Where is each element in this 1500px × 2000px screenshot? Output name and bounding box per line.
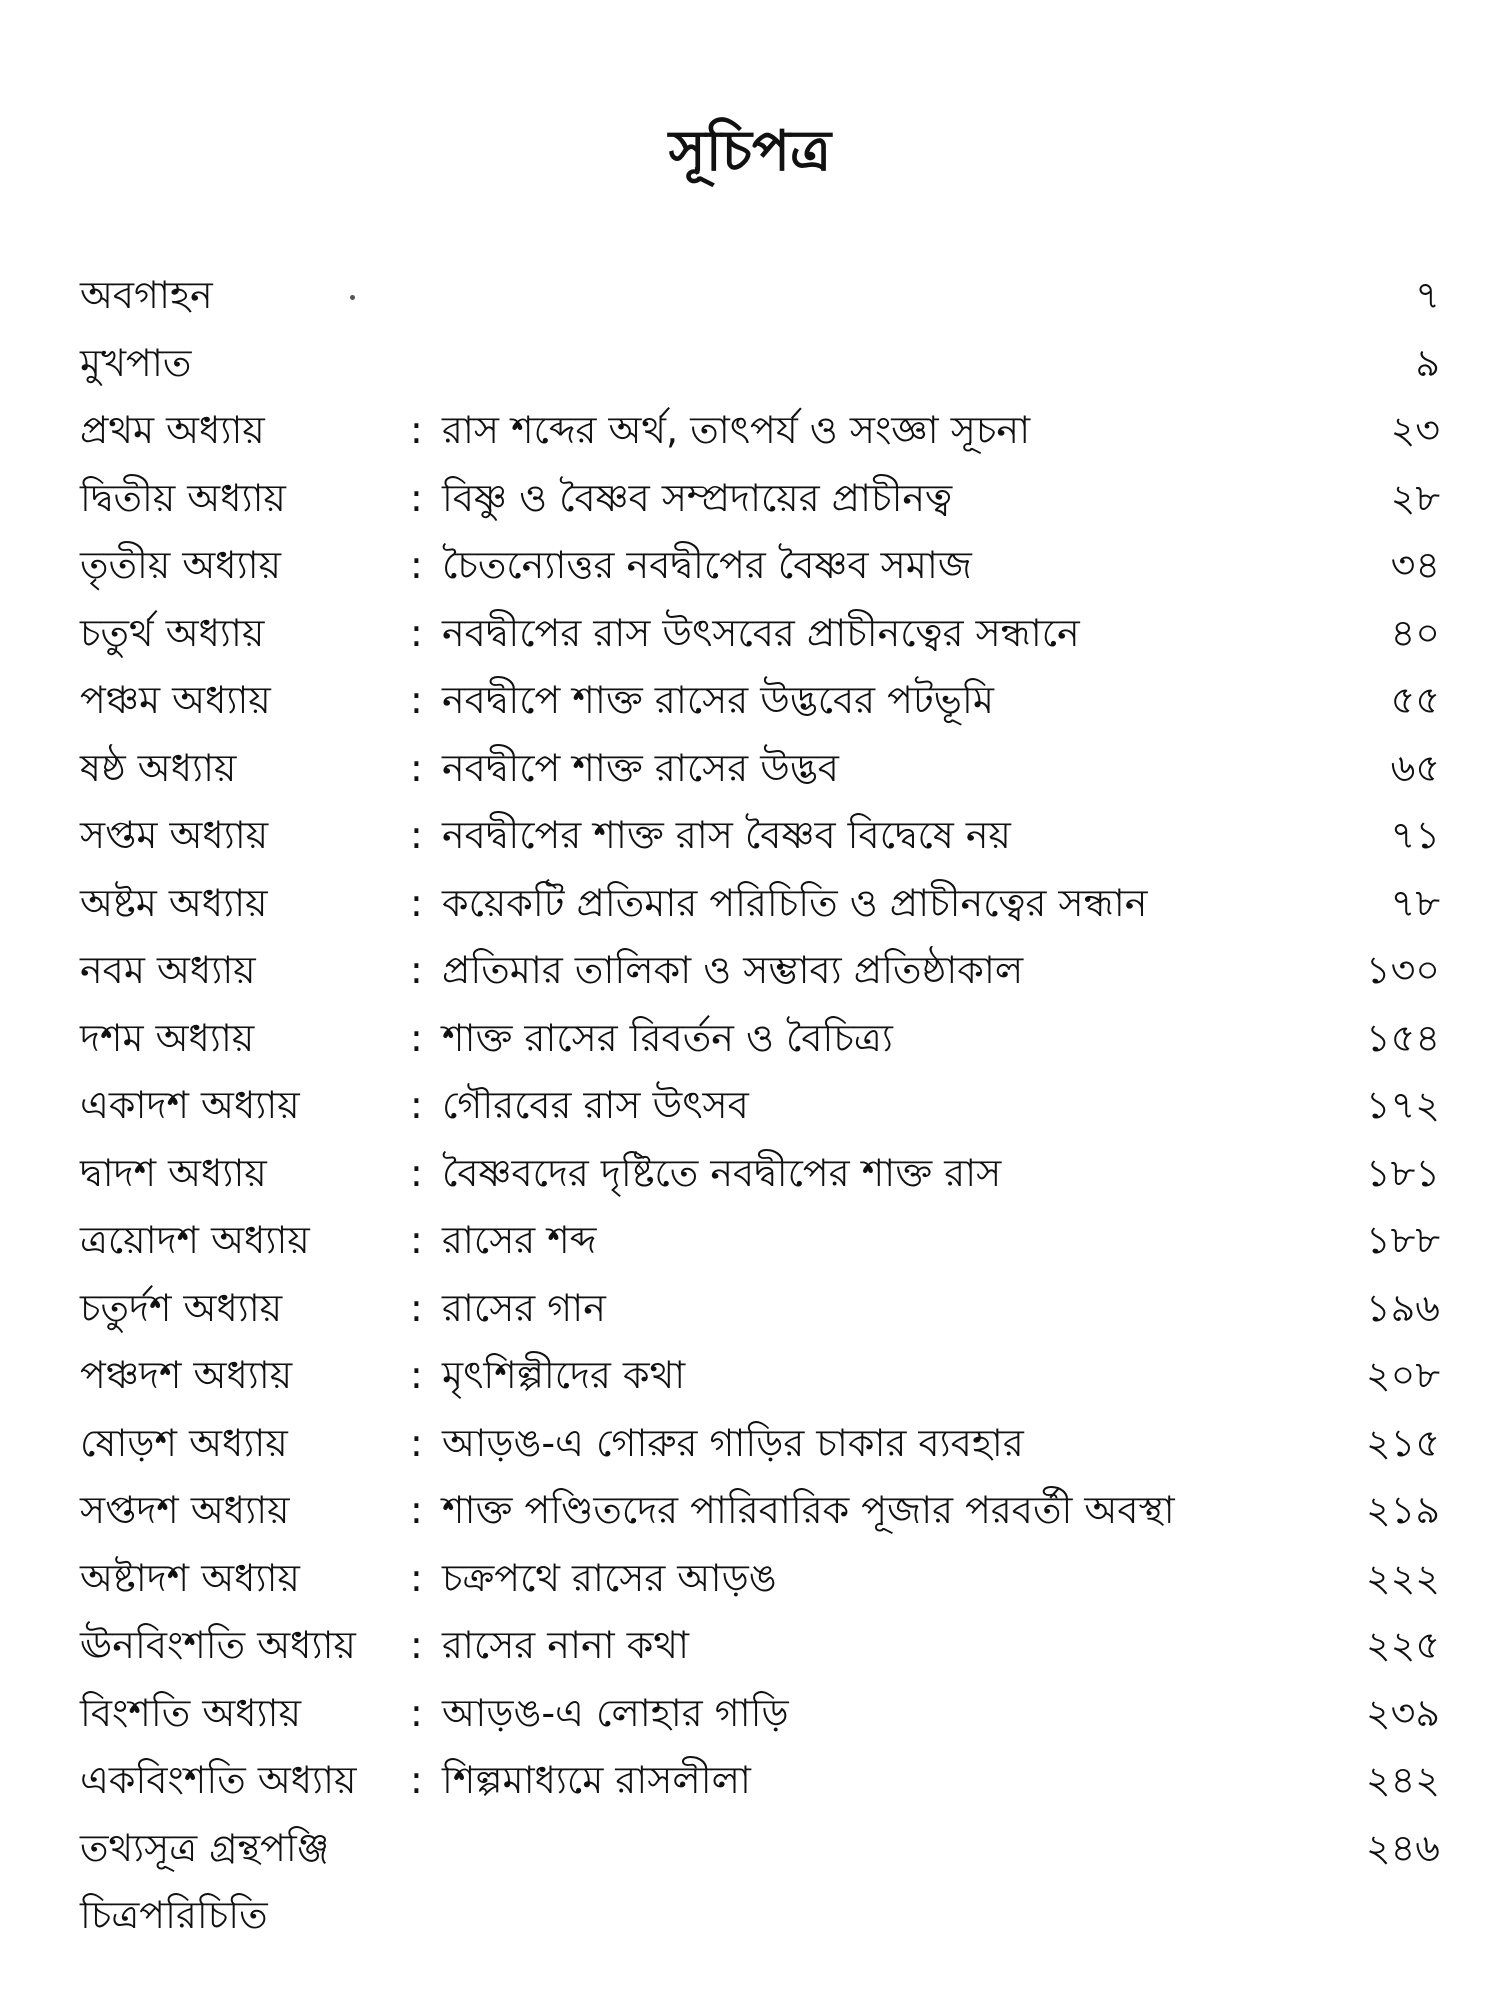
toc-entry [80, 1140, 1440, 1208]
chapter-title: কয়েকটি প্রতিমার পরিচিতি ও প্রাচীনত্বের সন্ধান [442, 880, 1148, 925]
page-number: ২৪২ [1365, 1758, 1440, 1802]
chapter-label: চতুর্দশ অধ্যায় [80, 1285, 283, 1330]
page-number: ৭৮ [1390, 880, 1440, 925]
chapter-label: অষ্টাদশ অধ্যায় [80, 1555, 300, 1600]
toc-entry [80, 1005, 1440, 1073]
separator-colon: : [410, 1083, 423, 1127]
chapter-title: শাক্ত রাসের রিবর্তন ও বৈচিত্র্য [442, 1015, 893, 1060]
page-number: ৯ [1415, 340, 1440, 385]
toc-entry [80, 937, 1440, 1005]
page-number: ২৩৯ [1365, 1690, 1440, 1735]
table-of-contents [80, 262, 1440, 1950]
separator-colon: : [410, 948, 423, 992]
toc-entry [80, 1747, 1440, 1815]
toc-entry [80, 1477, 1440, 1545]
page-number: ২৩ [1390, 408, 1440, 452]
toc-entry [80, 870, 1440, 938]
chapter-title: রাসের গান [442, 1285, 606, 1330]
toc-entry [80, 1207, 1440, 1275]
page-number: ২২৫ [1365, 1623, 1440, 1667]
chapter-title: নবদ্বীপের শাক্ত রাস বৈষ্ণব বিদ্বেষে নয় [442, 813, 1011, 857]
separator-colon: : [410, 1150, 423, 1195]
page-number: ১৩০ [1365, 948, 1440, 992]
chapter-title: রাসের শব্দ [442, 1218, 597, 1262]
page-number: ১৯৬ [1365, 1285, 1440, 1330]
chapter-title: নবদ্বীপে শাক্ত রাসের উদ্ভব [442, 745, 839, 790]
page-number: ৫৫ [1390, 678, 1440, 722]
page-number: ১৮১ [1366, 1150, 1440, 1195]
separator-colon: : [410, 1218, 423, 1262]
toc-entry [80, 1815, 1440, 1883]
toc-entry [80, 1612, 1440, 1680]
separator-colon: : [410, 1353, 423, 1397]
page-number: ২৮ [1390, 475, 1440, 520]
separator-colon: : [410, 745, 423, 790]
toc-entry [80, 1680, 1440, 1748]
chapter-label: একাদশ অধ্যায় [80, 1083, 300, 1127]
chapter-label: ষোড়শ অধ্যায় [80, 1420, 288, 1465]
chapter-title: রাস শব্দের অর্থ, তাৎপর্য ও সংজ্ঞা সূচনা [442, 408, 1031, 452]
toc-entry [80, 397, 1440, 465]
chapter-label: দ্বিতীয় অধ্যায় [80, 475, 286, 520]
separator-colon: : [410, 610, 423, 655]
chapter-label: বিংশতি অধ্যায় [80, 1690, 301, 1735]
toc-entry [80, 1342, 1440, 1410]
page-number: ১৫৪ [1366, 1015, 1440, 1060]
chapter-title: বিষ্ণু ও বৈষ্ণব সম্প্রদায়ের প্রাচীনত্ব [442, 475, 953, 520]
separator-colon: : [410, 408, 423, 452]
toc-entry [80, 532, 1440, 600]
chapter-label: তৃতীয় অধ্যায় [80, 543, 281, 587]
separator-colon: : [410, 678, 423, 722]
separator-colon: : [410, 1690, 423, 1735]
separator-colon: : [410, 880, 423, 925]
chapter-label: তথ্যসূত্র গ্রন্থপঞ্জি [80, 1825, 330, 1870]
toc-entry [80, 1545, 1440, 1613]
chapter-label: পঞ্চদশ অধ্যায় [80, 1353, 293, 1397]
page-number: ৬৫ [1390, 745, 1440, 790]
chapter-label: দ্বাদশ অধ্যায় [80, 1150, 267, 1195]
page-number: ২৪৬ [1365, 1825, 1440, 1870]
toc-entry [80, 330, 1440, 398]
toc-entry [80, 667, 1440, 735]
chapter-title: গৌরবের রাস উৎসব [442, 1083, 749, 1127]
toc-entry [80, 465, 1440, 533]
stray-dot-mark [350, 295, 355, 300]
chapter-title: বৈষ্ণবদের দৃষ্টিতে নবদ্বীপের শাক্ত রাস [442, 1150, 1002, 1195]
toc-entry [80, 1882, 1440, 1950]
page-number: ২১৫ [1365, 1420, 1440, 1465]
page-number: ৪০ [1390, 610, 1440, 655]
toc-entry [80, 1072, 1440, 1140]
chapter-label: চতুর্থ অধ্যায় [80, 610, 265, 655]
chapter-label: সপ্তম অধ্যায় [80, 813, 269, 857]
chapter-label: মুখপাত [80, 340, 192, 385]
chapter-label: সপ্তদশ অধ্যায় [80, 1488, 290, 1532]
chapter-label: অবগাহন [80, 273, 213, 317]
chapter-label: ত্রয়োদশ অধ্যায় [80, 1218, 310, 1262]
toc-entry [80, 600, 1440, 668]
chapter-label: একবিংশতি অধ্যায় [80, 1758, 357, 1802]
chapter-label: অষ্টম অধ্যায় [80, 880, 268, 925]
toc-entry [80, 802, 1440, 870]
chapter-title: চৈতন্যোত্তর নবদ্বীপের বৈষ্ণব সমাজ [442, 543, 972, 587]
page-number: ৩৪ [1390, 543, 1440, 587]
chapter-title: চক্রপথে রাসের আড়ঙ [442, 1555, 777, 1600]
separator-colon: : [410, 1285, 423, 1330]
chapter-title: আড়ঙ-এ গোরুর গাড়ির চাকার ব্যবহার [442, 1420, 1024, 1465]
separator-colon: : [410, 543, 423, 587]
separator-colon: : [410, 1555, 423, 1600]
separator-colon: : [410, 813, 423, 857]
page-number: ২১৯ [1365, 1488, 1440, 1532]
chapter-label: ষষ্ঠ অধ্যায় [80, 745, 237, 790]
page-number: ৭ [1415, 273, 1440, 317]
toc-entry [80, 262, 1440, 330]
separator-colon: : [410, 475, 423, 520]
page-number: ১৭২ [1365, 1083, 1440, 1127]
toc-entry [80, 735, 1440, 803]
chapter-title: প্রতিমার তালিকা ও সম্ভাব্য প্রতিষ্ঠাকাল [442, 948, 1024, 992]
chapter-label: নবম অধ্যায় [80, 948, 256, 992]
chapter-title: নবদ্বীপের রাস উৎসবের প্রাচীনত্বের সন্ধানে [442, 610, 1080, 655]
chapter-label: পঞ্চম অধ্যায় [80, 678, 271, 722]
chapter-title: মৃৎশিল্পীদের কথা [442, 1353, 686, 1397]
chapter-label: প্রথম অধ্যায় [80, 408, 265, 452]
page-number: ২২২ [1365, 1555, 1440, 1600]
chapter-title: শিল্পমাধ্যমে রাসলীলা [442, 1758, 751, 1802]
chapter-title: নবদ্বীপে শাক্ত রাসের উদ্ভবের পটভূমি [442, 678, 994, 722]
separator-colon: : [410, 1015, 423, 1060]
separator-colon: : [410, 1623, 423, 1667]
toc-entry [80, 1410, 1440, 1478]
chapter-title: রাসের নানা কথা [442, 1623, 689, 1667]
chapter-title: শাক্ত পণ্ডিতদের পারিবারিক পূজার পরবর্তী অবস্থা [442, 1488, 1175, 1532]
chapter-label: দশম অধ্যায় [80, 1015, 255, 1060]
toc-entry [80, 1275, 1440, 1343]
chapter-title: আড়ঙ-এ লোহার গাড়ি [442, 1690, 789, 1735]
chapter-label: ঊনবিংশতি অধ্যায় [80, 1623, 356, 1667]
separator-colon: : [410, 1420, 423, 1465]
chapter-label: চিত্রপরিচিতি [80, 1893, 268, 1937]
page-title: সূচিপত্র [668, 118, 832, 184]
page-number: ৭১ [1390, 813, 1440, 857]
separator-colon: : [410, 1758, 423, 1802]
page-number: ১৮৮ [1366, 1218, 1440, 1262]
page-number: ২০৮ [1365, 1353, 1440, 1397]
separator-colon: : [410, 1488, 423, 1532]
